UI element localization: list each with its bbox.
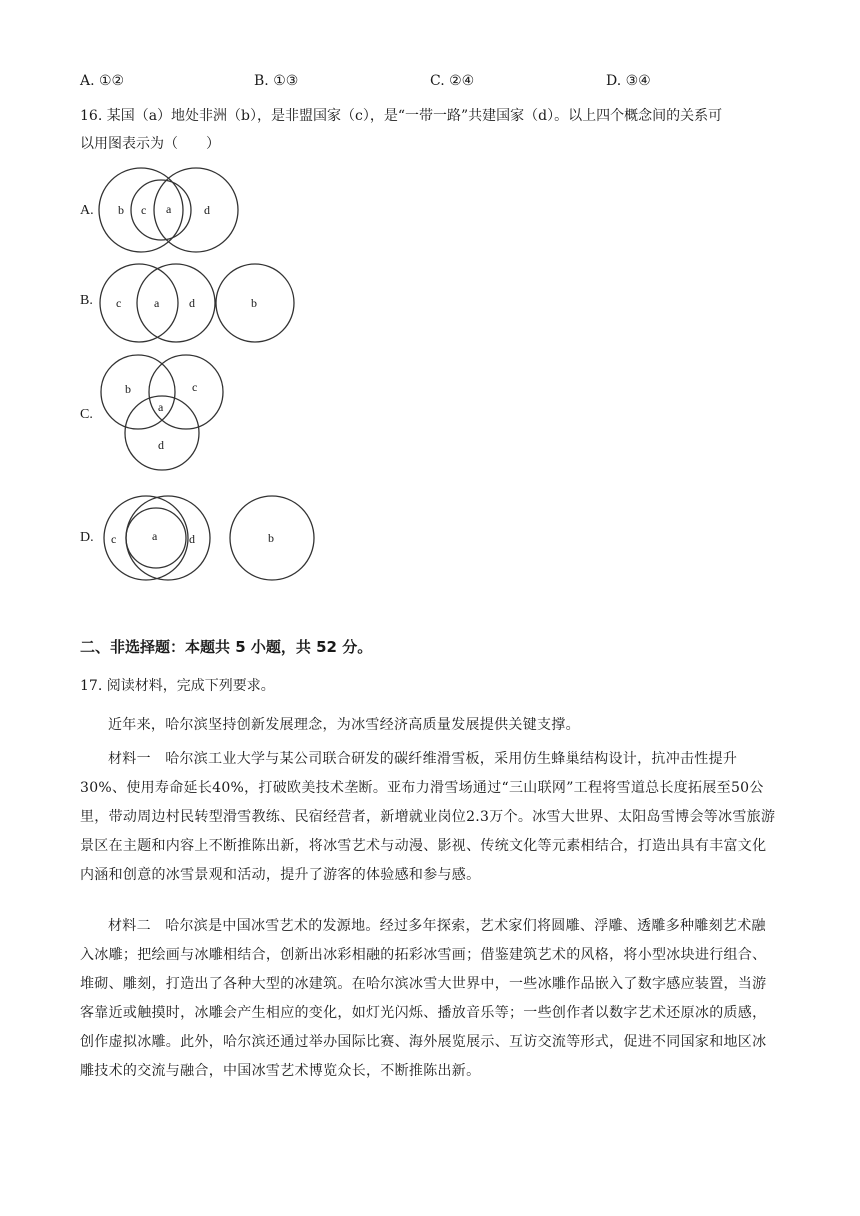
question-16-line2: 以用图表示为（ ） [80,136,220,152]
diagram-d-circle-c: c [111,532,117,546]
diagram-c-label: C. [80,407,93,422]
diagram-c-circle-d: d [158,438,164,452]
diagram-a-circle-a: a [166,202,172,216]
option-c: C. ②④ [430,73,475,89]
diagram-a-circle-c: c [141,203,147,217]
diagram-b-circle-c: c [116,296,122,310]
diagram-c-circle-a: a [158,400,164,414]
option-b: B. ①③ [254,73,299,89]
diagram-a-label: A. [80,203,94,218]
diagram-d [98,493,320,585]
diagram-b-circle-b: b [251,296,257,310]
section-heading: 二、非选择题：本题共 5 小题，共 52 分。 [80,638,373,656]
diagram-a [96,164,246,256]
diagram-b-circle-a: a [154,296,160,310]
material-1: 材料一 哈尔滨工业大学与某公司联合研发的碳纤维滑雪板，采用仿生蜂巢结构设计，抗冲击性提升30%、使用寿命延长40%，打破欧美技术垄断。亚布力滑雪场通过“三山联网”工程将雪道总长度拓展至50公里，带动周边村民转型滑雪教练、民宿经营者，新增就业岗位2.3万个。冰雪大世界、太阳岛雪博会等冰雪旅游景区在主题和内容上不断推陈出新，将冰雪艺术与动漫、影视、传统文化等元素相结合，打造出具有丰富文化内涵和创意的冰雪景观和活动，提升了游客的体验感和参与感。 [80,751,776,883]
previous-options-row [80,73,780,93]
diagram-d-circle-a: a [152,529,158,543]
diagram-a-circle-d: d [204,203,210,217]
diagram-d-circle-d: d [189,532,195,546]
diagram-b [96,260,302,346]
question-17-intro: 近年来，哈尔滨坚持创新发展理念，为冰雪经济高质量发展提供关键支撑。 [108,717,580,733]
diagram-a-circle-b: b [118,203,124,217]
question-16 [80,102,780,158]
option-d: D. ③④ [606,73,651,89]
diagram-c-circle-c: c [192,380,198,394]
diagram-d-label: D. [80,530,94,545]
question-17-stem: 17. 阅读材料，完成下列要求。 [80,678,275,694]
question-16-line1: 16. 某国（a）地处非洲（b），是非盟国家（c），是“一带一路”共建国家（d）。以上四个概念间的关系可 [80,108,723,124]
material-2: 材料二 哈尔滨是中国冰雪艺术的发源地。经过多年探索，艺术家们将圆雕、浮雕、透雕多种雕刻艺术融入冰雕；把绘画与冰雕相结合，创新出冰彩相融的拓彩冰雪画；借鉴建筑艺术的风格，将小型冰块进行组合、堆砌、雕刻，打造出了各种大型的冰建筑。在哈尔滨冰雪大世界中，一些冰雕作品嵌入了数字感应装置，当游客靠近或触摸时，冰雕会产生相应的变化，如灯光闪烁、播放音乐等；一些创作者以数字艺术还原冰的质感，创作虚拟冰雕。此外，哈尔滨还通过举办国际比赛、海外展览展示、互访交流等形式，促进不同国家和地区冰雕技术的交流与融合，中国冰雪艺术博览众长，不断推陈出新。 [80,918,767,1079]
diagram-c [98,353,238,473]
diagram-d-circle-b: b [268,531,274,545]
diagram-b-circle-d: d [189,296,195,310]
option-a: A. ①② [80,73,125,89]
diagram-b-label: B. [80,293,93,308]
diagram-c-circle-b: b [125,382,131,396]
